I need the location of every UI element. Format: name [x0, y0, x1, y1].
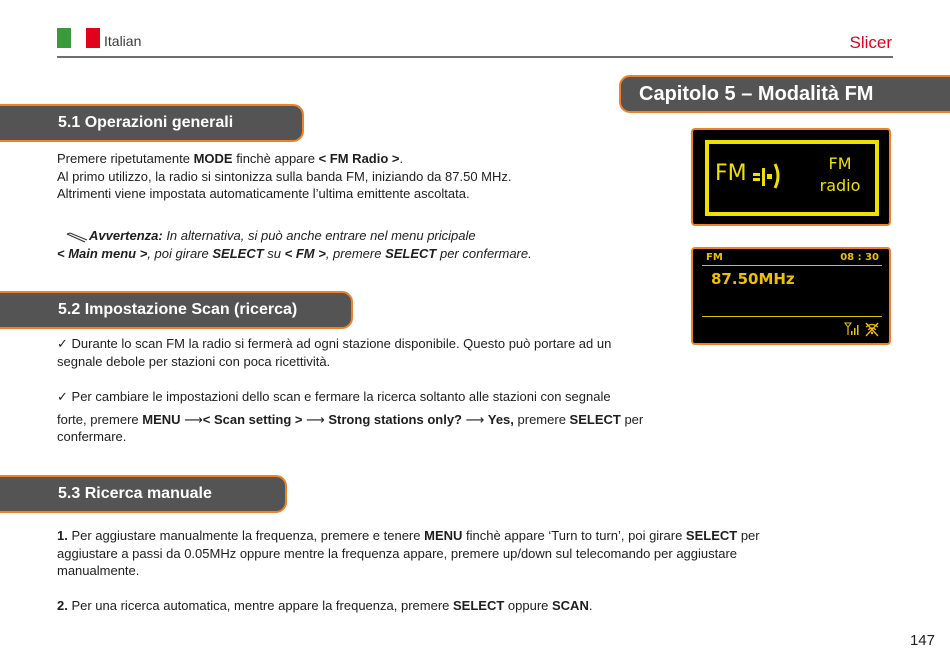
display-bottom-line [702, 316, 882, 317]
header-divider [57, 56, 893, 58]
arrow-icon: ⟶ [180, 411, 203, 427]
paragraph-line: segnale debole per stazioni con poca ricettività. [57, 353, 331, 369]
display-top-line [702, 265, 882, 266]
display-frame [705, 140, 879, 216]
section-title-5-3: 5.3 Ricerca manuale [0, 475, 287, 513]
paragraph-line: manualmente. [57, 563, 140, 578]
display-mode-line-1: FM [828, 154, 852, 173]
manual-step-1 [57, 527, 760, 580]
arrow-icon: ⟶ [462, 411, 485, 427]
paragraph-line: ✓ Per cambiare le impostazioni dello scan e fermare la ricerca soltanto alle stazioni con segnale [57, 389, 611, 404]
display-band: FM [706, 252, 723, 263]
radio-display-mode [691, 128, 891, 226]
paragraph-line: Premere ripetutamente MODE finchè appare < FM Radio >. [57, 151, 404, 166]
signal-strength-icon [844, 322, 860, 340]
manual-step-2 [57, 597, 592, 615]
flag-red [86, 28, 100, 48]
display-time: 08 : 30 [840, 252, 879, 263]
paragraph-line: confermare. [57, 429, 127, 444]
brand-name: Slicer [849, 33, 892, 52]
check-icon: ✓ [57, 336, 68, 351]
paragraph-line: 2. Per una ricerca automatica, mentre appare la frequenza, premere SELECT oppure SCAN. [57, 598, 593, 613]
check-icon: ✓ [57, 389, 68, 404]
paragraph-line: ✓ Durante lo scan FM la radio si fermerà ad ogni stazione disponibile. Questo può portare ad un [57, 336, 612, 351]
scan-item-1 [57, 335, 611, 370]
section-title-5-1: 5.1 Operazioni generali [0, 104, 304, 142]
no-wifi-icon [864, 321, 880, 341]
pen-icon [65, 231, 89, 243]
note-line: Avvertenza: In alternativa, si può anche entrare nel menu pricipale [57, 227, 532, 245]
radio-wave-icon [751, 159, 785, 196]
display-mode-line-2: radio [819, 176, 861, 195]
display-big-label: FM [715, 161, 747, 186]
paragraph-line: 1. Per aggiustare manualmente la frequenza, premere e tenere MENU finchè appare ‘Turn to turn’, poi girare SELECT per [57, 528, 760, 543]
paragraph-line: Altrimenti viene impostata automaticamente l’ultima emittente ascoltata. [57, 186, 470, 201]
warning-note [57, 227, 532, 262]
arrow-icon: ⟶ [302, 411, 325, 427]
note-line: < Main menu >, poi girare SELECT su < FM >, premere SELECT per confermare. [57, 245, 532, 261]
section-title-5-2: 5.2 Impostazione Scan (ricerca) [0, 291, 353, 329]
scan-item-2 [57, 388, 643, 446]
flag-green [57, 28, 71, 48]
section-5-1-body [57, 150, 512, 203]
italian-flag [57, 28, 100, 48]
page-number: 147 [909, 632, 935, 649]
language-label: Italian [104, 33, 142, 49]
paragraph-line: forte, premere MENU ⟶< Scan setting > ⟶ Strong stations only? ⟶ Yes, premere SELECT per [57, 411, 644, 427]
paragraph-line: Al primo utilizzo, la radio si sintonizza sulla banda FM, iniziando da 87.50 MHz. [57, 168, 512, 184]
chapter-title: Capitolo 5 – Modalità FM [619, 75, 950, 113]
radio-display-frequency [691, 247, 891, 345]
flag-white [71, 28, 85, 48]
paragraph-line: aggiustare a passi da 0.05MHz oppure mentre la frequenza appare, premere up/down sul telecomando per aggiustare [57, 545, 738, 561]
display-frequency: 87.50MHz [711, 270, 795, 288]
